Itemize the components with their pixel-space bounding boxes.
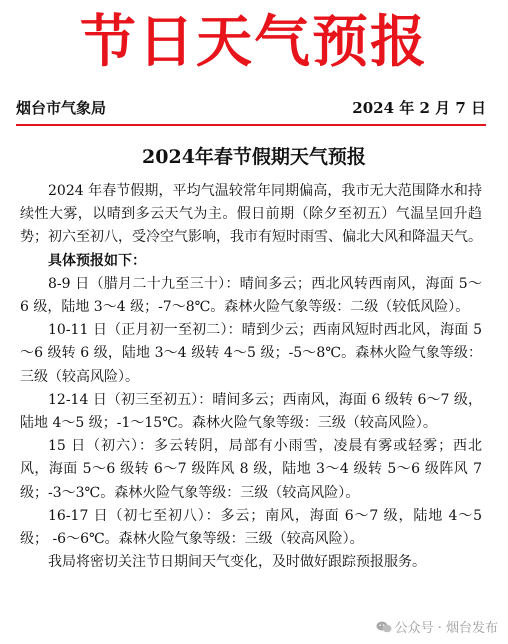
watermark	[376, 620, 498, 638]
masthead	[0, 2, 508, 82]
masthead-title: 节日天气预报	[80, 9, 428, 75]
issuer-date-row	[16, 97, 486, 119]
closing-paragraph: 我局将密切关注节日期间天气变化，及时做好跟踪预报服务。	[48, 554, 426, 571]
document-body	[20, 180, 482, 574]
forecast-paragraph: 12-14 日（初三至初五）：晴间多云；西南风，海面 6 级转 6～7 级，陆地 4～5 级；-1～15℃。森林火险气象等级：三级（较高风险）。	[20, 391, 482, 432]
masthead-divider	[16, 124, 486, 126]
wechat-icon	[376, 621, 392, 633]
issue-date: 2024 年 2 月 7 日	[352, 99, 486, 117]
forecast-paragraph: 16-17 日（初七至初八）：多云；南风，海面 6～7 级，陆地 4～5 级； -6～6℃。森林火险气象等级：三级（较高风险）。	[20, 507, 482, 548]
forecast-paragraph: 8-9 日（腊月二十九至三十）：晴间多云；西北风转西南风，海面 5～6 级，陆地 3～4 级；-7～8℃。森林火险气象等级：二级（较低风险）。	[20, 275, 482, 316]
forecast-paragraph: 15 日（初六）：多云转阴，局部有小雨雪，凌晨有雾或轻雾；西北风，海面 5～6 级转 6～7 级阵风 8 级，陆地 3～4 级转 5～6 级阵风 7 级；-3～3℃。森林火险气象等级：三级（较高风险）。	[20, 438, 482, 501]
document-title: 2024年春节假期天气预报	[142, 146, 366, 168]
intro-paragraph: 2024 年春节假期，平均气温较常年同期偏高，我市无大范围降水和持续性大雾，以晴到多云天气为主。假日前期（除夕至初五）气温呈回升趋势；初六至初八，受冷空气影响，我市有短时雨雪、偏北大风和降温天气。	[20, 183, 482, 246]
issuer-name: 烟台市气象局	[16, 99, 107, 117]
watermark-text: 公众号 · 烟台发布	[394, 621, 498, 636]
forecast-paragraph: 10-11 日（正月初一至初二）：晴到少云；西南风短时西北风，海面 5～6 级转 6 级，陆地 3～4 级转 4～5 级；-5～8℃。森林火险气象等级：三级（较高风险）。	[20, 322, 482, 385]
forecast-heading: 具体预报如下：	[48, 252, 146, 269]
